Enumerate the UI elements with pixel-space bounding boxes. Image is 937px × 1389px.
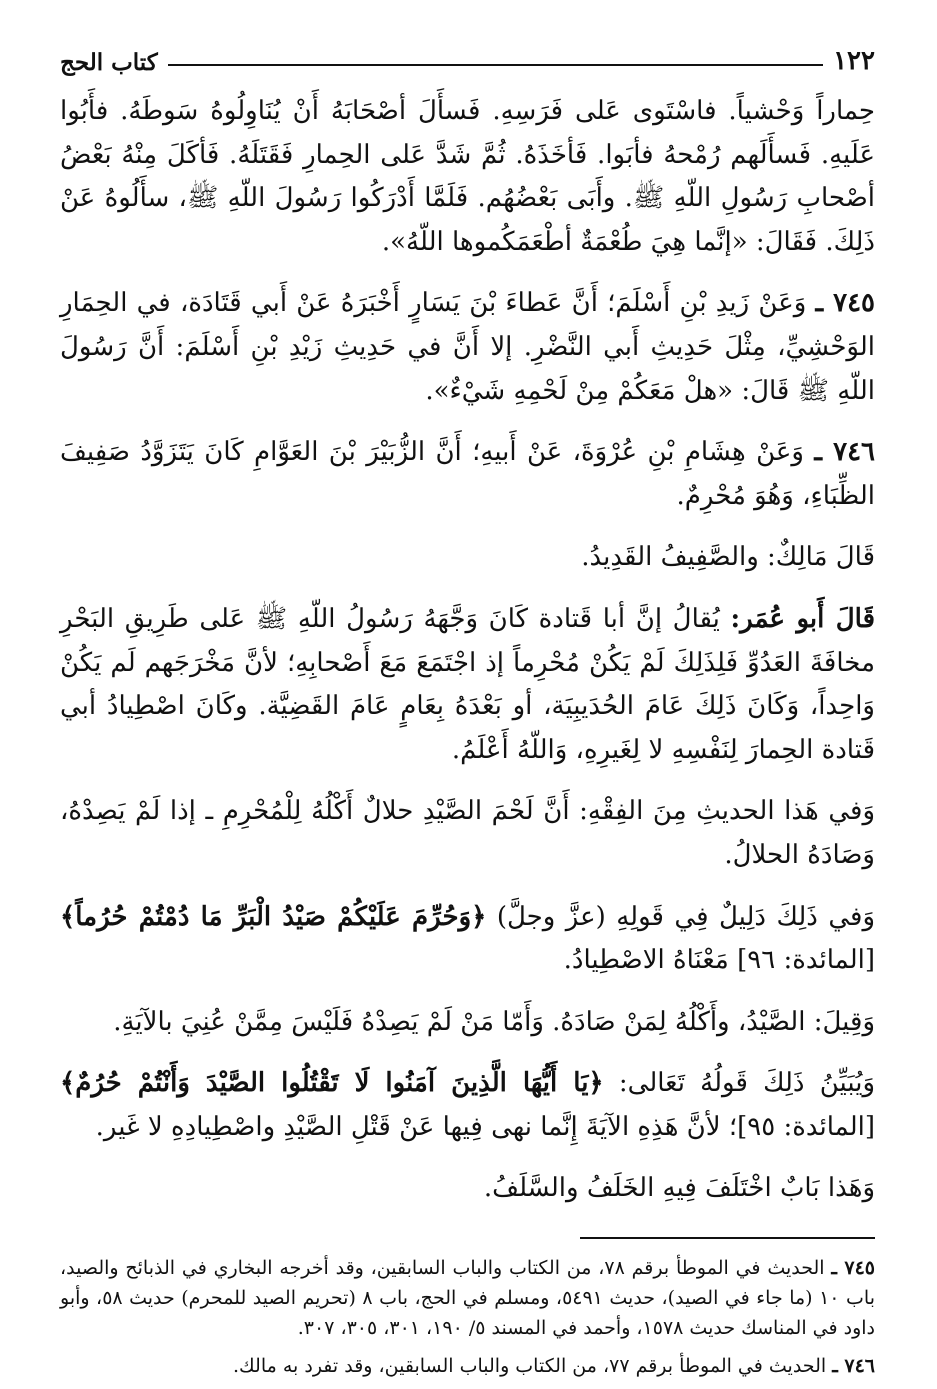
footnote-text: الحديث في الموطأ برقم ٧٨، من الكتاب والباب السابقين، وقد أخرجه البخاري في الذبائح والصيد، باب ١٠ (ما جاء في الصيد)، حديث ٥٤٩١، ومسلم في الحج، باب ٨ (تحريم الصيد للمحرم) حديث ٥٨، وأبو داود في المناسك حديث ١٥٧٨، وأحمد في المسند ٥/ ١٩٠، ٣٠١، ٣٠٥، ٣٠٧. (60, 1257, 875, 1340)
footnote-number: ٧٤٥ ـ (831, 1257, 875, 1280)
page-number: ١٢٢ (833, 46, 875, 76)
paragraph-text: يُقالُ إنَّ أبا قَتادة كَانَ وَجَّهَهُ رَسُولُ اللّهِ ﷺ عَلى طَرِيقِ البَحْرِ مخافَةَ العَدُوِّ فَلِذَلِكَ لَمْ يَكُنْ مُحْرِماً إذ اجْتَمَعَ مَعَ أَصْحابِهِ؛ لأنَّ مَخْرَجَهم لَم يَكُنْ وَاحِداً، وَكَانَ ذَلِكَ عَامَ الحُدَيبِيَة، أو بَعْدَهُ بِعَامٍ عَامَ القَضِيَّة. وكَانَ اصْطِيادُ أبي قَتادة الحِمارَ لِنَفْسِهِ لا لِغَيرِهِ، وَاللّهُ أَعْلَمُ. (60, 603, 875, 765)
hadith-745 (60, 282, 875, 413)
header-rule (168, 64, 823, 66)
footnote-text: الحديث في الموطأ برقم ٧٧، من الكتاب والباب السابقين، وقد تفرد به مالك. (233, 1355, 827, 1378)
paragraph-text: وَعَنْ هِشَامِ بْنِ عُرْوَةَ، عَنْ أَبيهِ؛ أَنَّ الزُّبَيْرَ بْنَ العَوَّامِ كَانَ يَتَزَوَّدُ صَفِيفَ الظِّبَاءِ، وَهُوَ مُحْرِمٌ. (60, 437, 875, 511)
paragraph-tail: [المائدة: ٩٦] مَعْنَاهُ الاصْطِيادُ. (563, 945, 875, 976)
quran-verse: ﴿وَحُرِّمَ عَلَيْكُمْ صَيْدُ الْبَرِّ مَا دُمْتُمْ حُرُماً﴾ (60, 901, 487, 932)
paragraph (60, 536, 875, 580)
footnote-number: ٧٤٦ ـ (832, 1355, 875, 1378)
paragraph-text: وَيُبَيِّنُ ذَلِكَ قَولُهُ تَعَالى: (618, 1068, 875, 1099)
paragraph-text: وَفي هَذا الحديثِ مِنَ الفِقْهِ: أَنَّ لَحْمَ الصَّيْدِ حلالٌ أَكْلُهُ لِلْمُحْرِمِ ـ إذا لَمْ يَصِدْهُ، وَصَادَهُ الحلالُ. (60, 796, 875, 870)
commentary-paragraph (60, 598, 875, 772)
paragraph (60, 90, 875, 264)
paragraph (60, 790, 875, 877)
main-text (60, 90, 875, 1211)
paragraph-text: وَهَذا بَابٌ اخْتَلَفَ فِيهِ الخَلَفُ والسَّلَفُ. (483, 1173, 875, 1204)
paragraph-text: وَفي ذَلِكَ دَلِيلٌ فِي قَولِهِ (عزَّ وجلَّ) (496, 901, 876, 932)
quran-verse: ﴿يَا أَيُّهَا الَّذِينَ آمَنُوا لَا تَقْتُلُوا الصَّيْدَ وَأَنْتُمْ حُرُمٌ﴾ (60, 1068, 604, 1099)
footnote-746 (60, 1351, 875, 1381)
document-page (60, 34, 875, 1389)
paragraph-tail: [المائدة: ٩٥]؛ لأنَّ هَذِهِ الآيَةَ إِنَّما نهى فِيها عَنْ قَتْلِ الصَّيْدِ واصْطِيادِهِ لا غَير. (95, 1111, 875, 1142)
hadith-746 (60, 431, 875, 518)
paragraph (60, 1001, 875, 1045)
page-header (60, 34, 875, 74)
hadith-number: ٧٤٦ ـ (814, 437, 876, 468)
paragraph (60, 1167, 875, 1211)
paragraph-text: وَعَنْ زَيدِ بْنِ أَسْلَمَ؛ أَنَّ عَطاءَ بْنَ يَسَارٍ أَخْبَرَهُ عَنْ أَبي قَتَادَة، في الحِمَارِ الوَحْشِيِّ، مِثْلَ حَدِيثِ أَبي النَّضْرِ. إلا أَنَّ في حَدِيثِ زَيْدِ بْنِ أَسْلَمَ: أَنَّ رَسُولَ اللّهِ ﷺ قَالَ: «هلْ مَعَكُمْ مِنْ لَحْمِهِ شَيْءٌ». (60, 288, 875, 406)
footnote-separator (580, 1237, 875, 1239)
paragraph-with-verse (60, 896, 875, 983)
book-title: كتاب الحج (60, 49, 158, 76)
paragraph-text: وَقِيلَ: الصَّيْدُ، وأَكْلُهُ لِمَنْ صَادَهُ. وَأَمّا مَنْ لَمْ يَصِدْهُ فَلَيْسَ مِمَّنْ عُنِيَ بالآيَةِ. (113, 1006, 875, 1037)
hadith-number: ٧٤٥ ـ (815, 288, 876, 319)
footnote-745 (60, 1253, 875, 1343)
paragraph-text: قَالَ مَالِكٌ: والصَّفِيفُ القَدِيدُ. (581, 542, 875, 573)
footnotes (60, 1253, 875, 1381)
paragraph-with-verse (60, 1062, 875, 1149)
paragraph-text: حِماراً وَحْشياً. فاسْتَوى عَلى فَرَسِهِ. فَسأَلَ أصْحَابَهُ أَنْ يُنَاوِلُوهُ سَوطَهُ. فأَبُوا عَلَيهِ. فَسأَلَهم رُمْحهُ فأبَوا. فَأخَذَهُ. ثُمَّ شَدَّ عَلى الحِمارِ فَقَتَلَهُ. فَأكَلَ مِنْهُ بَعْضُ أصْحابِ رَسُولِ اللّهِ ﷺ. وأَبَى بَعْضُهُم. فَلَمَّا أَدْرَكُوا رَسُولَ اللّهِ ﷺ، سأَلُوهُ عَنْ ذَلِكَ. فَقَالَ: «إنَّما هِيَ طُعْمَةٌ أطْعَمَكُموها اللّهُ». (60, 96, 875, 257)
speaker-name: قَالَ أَبو عُمَر: (730, 603, 875, 634)
